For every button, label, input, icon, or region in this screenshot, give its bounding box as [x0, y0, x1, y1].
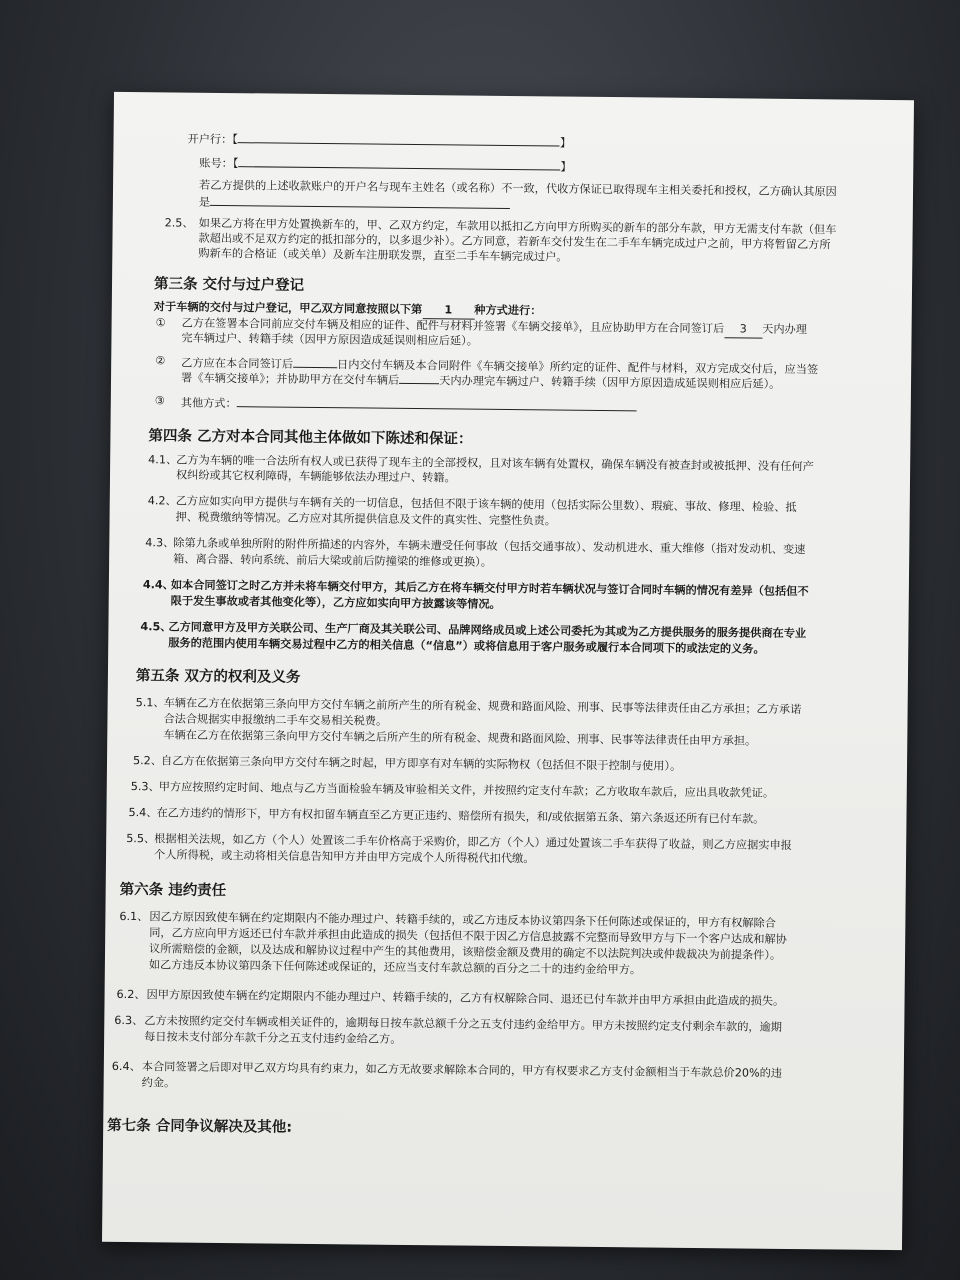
method-number[interactable]: 1	[422, 303, 474, 319]
clause-4-2-line-2: 押、税费缴纳等情况。乙方应对其所提供信息及文件的真实性、完整性负责。	[175, 510, 557, 528]
clause-2-5-line-2: 款超出或不足双方约定的抵扣部分的，以多退少补）。乙方同意，若新车交付发生在二手车车辆完成过户之前，甲方将暂留乙方所	[198, 231, 831, 252]
clause-6-1-num: 6.1、	[119, 909, 149, 924]
clause-4-4-num: 4.4、	[142, 578, 174, 592]
bank-field[interactable]	[238, 131, 560, 146]
clause-6-4-line-1: 本合同签署之后即对甲乙双方均具有约束力，如乙方无故要求解除本合同的，甲方有权要求乙方支付金额相当于车款总价20%的违	[141, 1060, 783, 1080]
clause-4-4-line-2: 限于发生事故或者其他变化等），乙方应如实向甲方披露该等情况。	[170, 594, 501, 611]
clause-6-4-num: 6.4、	[111, 1059, 141, 1074]
section-3-intro: 对于车辆的交付与过户登记，甲乙双方同意按照以下第 1 种方式进行：	[153, 300, 542, 318]
clause-5-1-line-2: 合法合规据实申报缴纳二手车交易相关税费。	[163, 712, 388, 728]
section-3-title: 第三条 交付与过户登记	[153, 276, 305, 294]
clause-5-3-num: 5.3、	[130, 780, 160, 794]
clause-6-1-line-2: 同，乙方应向甲方返还已付车款并承担由此造成的损失（包括但不限于因乙方信息披露不完整而导致甲方与下一个客户达成和解协	[149, 926, 787, 946]
clause-4-2-line-1: 乙方应如实向甲方提供与车辆有关的一切信息，包括但不限于该车辆的使用（包括实际公里数）、瑕疵、事故、修理、检验、抵	[175, 494, 797, 515]
bank-label: 开户行：	[187, 132, 233, 147]
clause-6-2-line-1: 因甲方原因致使车辆在约定期限内不能办理过户、转籍手续的，乙方有权解除合同、退还已付车款并由甲方承担由此造成的损失。	[146, 988, 785, 1008]
clause-5-2-line-1: 自乙方在依据第三条向甲方交付车辆之时起，甲方即享有对车辆的实际物权（包括但不限于控制与使用）。	[160, 754, 682, 773]
clause-6-1-line-4: 如乙方违反本协议第四条下任何陈述或保证的，还应当支付车款总额的百分之二十的违约金给甲方。	[148, 958, 642, 977]
clause-4-3-num: 4.3、	[145, 536, 175, 550]
clause-4-1-line-1: 乙方为车辆的唯一合法所有权人或已获得了现车主的全部授权，且对该车辆有处置权，确保车辆没有被查封或被抵押、没有任何产	[176, 453, 814, 474]
clause-6-4-line-2: 约金。	[141, 1076, 176, 1090]
note-line-1: 若乙方提供的上述收款账户的开户名与现车主姓名（或名称）不一致，代收方保证已取得现车主相关委托和授权，乙方确认其原因	[199, 178, 837, 199]
option-2-line-1: 乙方应在本合同签订后 日内交付车辆及本合同附件《车辆交接单》所约定的证件、配件与材料，双方完成交付后，应当签	[181, 356, 819, 377]
clause-6-3-line-2: 每日按未支付部分车款千分之五支付违约金给乙方。	[144, 1030, 402, 1046]
account-label: 账号：	[199, 156, 233, 171]
clause-4-3-line-1: 除第九条或单独所附的附件所描述的内容外，车辆未遭受任何事故（包括交通事故）、发动机进水、重大维修（指对发动机、变速	[173, 536, 806, 557]
option-1-days[interactable]: 3	[724, 322, 762, 338]
clause-4-5-line-1: 乙方同意甲方及甲方关联公司、生产厂商及其关联公司、品牌网络成员或上述公司委托为其或为乙方提供服务的服务提供商在专业	[168, 620, 807, 641]
bank-row: 开户行：【 】	[187, 132, 572, 150]
clause-2-5-line-1: 如果乙方将在甲方处置换新车的，甲、乙双方约定，车款用以抵扣乙方向甲方所购买的新车的部分车款，甲方无需支付车款（但车	[198, 216, 837, 237]
clause-5-4-num: 5.4、	[128, 806, 158, 820]
clause-5-1-line-1: 车辆在乙方在依据第三条向甲方交付车辆之前所产生的所有税金、规费和路面风险、刑事、民事等法律责任由乙方承担；乙方承诺	[163, 696, 802, 717]
clause-4-5-num: 4.5、	[140, 620, 172, 634]
clause-6-1-line-1: 因乙方原因致使车辆在约定期限内不能办理过户、转籍手续的，或乙方违反本协议第四条下任何陈述或保证的，甲方有权解除合	[149, 910, 776, 930]
reason-field[interactable]	[210, 194, 510, 209]
clause-5-1-num: 5.1、	[135, 696, 165, 710]
clause-2-5-num: 2.5、	[164, 216, 194, 230]
account-field[interactable]	[238, 155, 560, 170]
option-1-mark: ①	[155, 316, 166, 330]
clause-5-1-line-3: 车辆在乙方在依据第三条向甲方交付车辆之后所产生的所有税金、规费和路面风险、刑事、民事等法律责任由甲方承担。	[163, 728, 757, 748]
clause-5-4-line-1: 在乙方违约的情形下，甲方有权扣留车辆直至乙方更正违约、赔偿所有损失，和/或依据第五条、第六条返还所有已付车款。	[156, 806, 765, 826]
option-2-mark: ②	[155, 354, 166, 368]
other-method-field[interactable]	[237, 395, 637, 411]
option-3-row: 其他方式：	[181, 395, 637, 416]
option-1-line-2: 完车辆过户、转籍手续（因甲方原因造成延误则相应后延）。	[181, 331, 478, 348]
section-6-title: 第六条 违约责任	[119, 881, 227, 900]
section-4-title: 第四条 乙方对本合同其他主体做如下陈述和保证：	[148, 428, 473, 448]
clause-6-3-num: 6.3、	[114, 1013, 144, 1028]
note-line-2: 是	[199, 194, 510, 214]
option-2-days-field[interactable]	[293, 356, 337, 368]
clause-6-3-line-1: 乙方未按照约定交付车辆或相关证件的，逾期每日按车款总额千分之五支付违约金给甲方。甲方未按照约定支付剩余车款的，逾期	[144, 1014, 783, 1034]
option-3-mark: ③	[154, 394, 165, 408]
option-2-transfer-days-field[interactable]	[399, 372, 439, 384]
clause-6-2-num: 6.2、	[116, 987, 146, 1002]
clause-5-2-num: 5.2、	[132, 754, 163, 768]
account-row: 账号：【 】	[199, 156, 572, 174]
section-5-title: 第五条 双方的权利及义务	[135, 668, 301, 686]
clause-5-5-line-1: 根据相关法规，如乙方（个人）处置该二手车价格高于采购价，即乙方（个人）通过处置该二手车获得了收益，则乙方应据实申报	[154, 832, 792, 852]
clause-4-1-num: 4.1、	[148, 453, 178, 467]
clause-4-3-line-2: 箱、离合器、转向系统、前后大梁或前后防撞梁的维修或更换）。	[173, 552, 493, 569]
section-7-title: 第七条 合同争议解决及其他:	[107, 1117, 293, 1136]
clause-4-2-num: 4.2、	[147, 494, 177, 508]
contract-page	[102, 92, 914, 1250]
clause-5-3-line-1: 甲方应按照约定时间、地点与乙方当面检验车辆及审验相关文件，并按照约定支付车款；乙方收取车款后，应出具收款凭证。	[158, 780, 775, 800]
clause-2-5-line-3: 购新车的合格证（或关单）及新车注册联发票，直至二手车车辆完成过户。	[198, 246, 568, 264]
clause-4-4-line-1: 如本合同签订之时乙方并未将车辆交付甲方，其后乙方在将车辆交付甲方时若车辆状况与签订合同时车辆的情况有差异（包括但不	[170, 578, 809, 599]
clause-5-5-num: 5.5、	[126, 832, 156, 846]
clause-4-5-line-2: 服务的范围内使用车辆交易过程中乙方的相关信息（“信息”）或将信息用于客户服务或履行本合同项下的或法定的义务。	[168, 636, 765, 656]
option-2-line-2: 署《车辆交接单》；并协助甲方在交付车辆后 天内办理完车辆过户、转籍手续（因甲方原因造成延误则相应后延）。	[180, 371, 781, 391]
clause-6-1-line-3: 议所需赔偿的金额，以及达成和解协议过程中产生的其他费用，该赔偿金额及费用的确定不以法院判决或仲裁裁决为前提条件）。	[149, 942, 782, 962]
option-1-line-1: 乙方在签署本合同前应交付车辆及相应的证件、配件与材料并签署《车辆交接单》，且应协助甲方在合同签订后 3 天内办理	[182, 317, 807, 339]
clause-4-1-line-2: 权纠纷或其它权利障碍，车辆能够依法办理过户、转籍。	[175, 468, 456, 485]
clause-5-5-line-2: 个人所得税，或主动将相关信息告知甲方并由甲方完成个人所得税代扣代缴。	[153, 848, 535, 866]
